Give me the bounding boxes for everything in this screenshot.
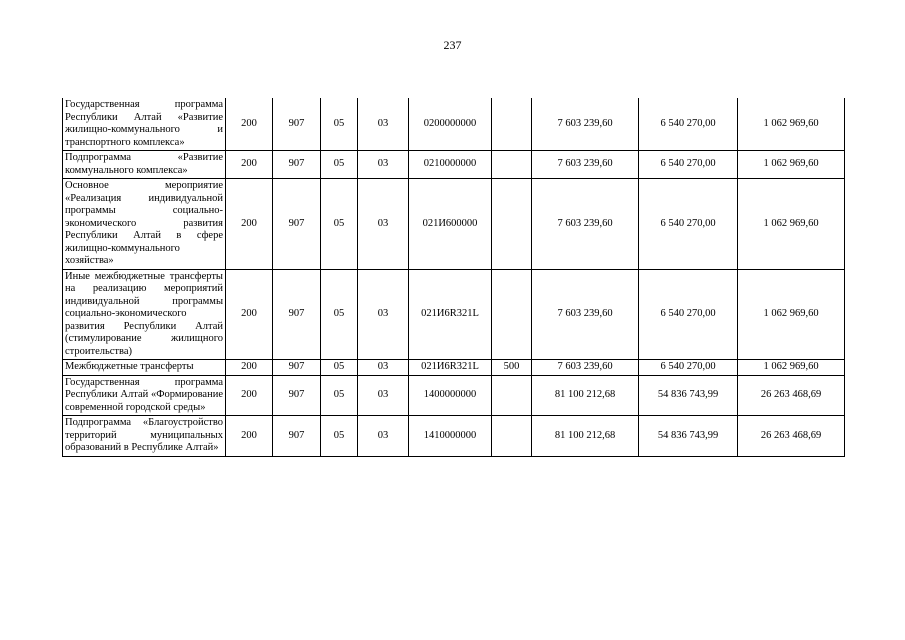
total-amount: 7 603 239,60 xyxy=(532,179,639,270)
row-name: Государственная программа Республики Алтай «Развитие жилищно-коммунального и транспортного комплекса» xyxy=(63,98,226,151)
table-row xyxy=(63,269,845,360)
table-row xyxy=(63,416,845,457)
amount-2: 6 540 270,00 xyxy=(639,151,738,179)
total-amount: 81 100 212,68 xyxy=(532,416,639,457)
amount-3: 26 263 468,69 xyxy=(738,416,845,457)
subsection-code: 03 xyxy=(358,375,409,416)
table-row xyxy=(63,360,845,376)
target-article-code: 0200000000 xyxy=(409,98,492,151)
budget-table xyxy=(62,98,845,457)
admin-code: 907 xyxy=(273,360,321,376)
row-name: Государственная программа Республики Алтай «Формирование современной городской среды» xyxy=(63,375,226,416)
table-row xyxy=(63,179,845,270)
total-amount: 7 603 239,60 xyxy=(532,98,639,151)
amount-2: 54 836 743,99 xyxy=(639,375,738,416)
section-code: 05 xyxy=(321,179,358,270)
target-article-code: 1410000000 xyxy=(409,416,492,457)
expense-type-code xyxy=(492,179,532,270)
section-code: 05 xyxy=(321,98,358,151)
total-amount: 81 100 212,68 xyxy=(532,375,639,416)
admin-code: 907 xyxy=(273,269,321,360)
ministry-code: 200 xyxy=(226,375,273,416)
row-name: Иные межбюджетные трансферты на реализацию мероприятий индивидуальной программы социально-экономического развития Республики Алтай (стимулирование жилищного строительства) xyxy=(63,269,226,360)
admin-code: 907 xyxy=(273,375,321,416)
table-row xyxy=(63,375,845,416)
section-code: 05 xyxy=(321,416,358,457)
amount-2: 6 540 270,00 xyxy=(639,360,738,376)
admin-code: 907 xyxy=(273,416,321,457)
row-name: Подпрограмма «Развитие коммунального комплекса» xyxy=(63,151,226,179)
expense-type-code xyxy=(492,98,532,151)
expense-type-code xyxy=(492,151,532,179)
expense-type-code xyxy=(492,416,532,457)
ministry-code: 200 xyxy=(226,179,273,270)
total-amount: 7 603 239,60 xyxy=(532,360,639,376)
amount-2: 6 540 270,00 xyxy=(639,269,738,360)
target-article-code: 0210000000 xyxy=(409,151,492,179)
ministry-code: 200 xyxy=(226,269,273,360)
total-amount: 7 603 239,60 xyxy=(532,151,639,179)
expense-type-code xyxy=(492,269,532,360)
row-name: Подпрограмма «Благоустройство территорий муниципальных образований в Республике Алтай» xyxy=(63,416,226,457)
target-article-code: 021И6R321L xyxy=(409,360,492,376)
amount-3: 1 062 969,60 xyxy=(738,98,845,151)
subsection-code: 03 xyxy=(358,98,409,151)
subsection-code: 03 xyxy=(358,151,409,179)
ministry-code: 200 xyxy=(226,360,273,376)
amount-3: 1 062 969,60 xyxy=(738,269,845,360)
amount-3: 1 062 969,60 xyxy=(738,360,845,376)
amount-3: 26 263 468,69 xyxy=(738,375,845,416)
amount-3: 1 062 969,60 xyxy=(738,151,845,179)
section-code: 05 xyxy=(321,151,358,179)
ministry-code: 200 xyxy=(226,98,273,151)
table-row xyxy=(63,151,845,179)
expense-type-code: 500 xyxy=(492,360,532,376)
target-article-code: 1400000000 xyxy=(409,375,492,416)
section-code: 05 xyxy=(321,360,358,376)
admin-code: 907 xyxy=(273,98,321,151)
expense-type-code xyxy=(492,375,532,416)
target-article-code: 021И6R321L xyxy=(409,269,492,360)
row-name: Межбюджетные трансферты xyxy=(63,360,226,376)
subsection-code: 03 xyxy=(358,179,409,270)
row-name: Основное мероприятие «Реализация индивидуальной программы социально-экономического развития Республики Алтай в сфере жилищно-коммунального хозяйства» xyxy=(63,179,226,270)
table-row xyxy=(63,98,845,151)
amount-2: 54 836 743,99 xyxy=(639,416,738,457)
amount-3: 1 062 969,60 xyxy=(738,179,845,270)
section-code: 05 xyxy=(321,375,358,416)
total-amount: 7 603 239,60 xyxy=(532,269,639,360)
admin-code: 907 xyxy=(273,179,321,270)
page-number: 237 xyxy=(443,38,462,52)
ministry-code: 200 xyxy=(226,416,273,457)
amount-2: 6 540 270,00 xyxy=(639,179,738,270)
amount-2: 6 540 270,00 xyxy=(639,98,738,151)
subsection-code: 03 xyxy=(358,360,409,376)
subsection-code: 03 xyxy=(358,416,409,457)
section-code: 05 xyxy=(321,269,358,360)
ministry-code: 200 xyxy=(226,151,273,179)
admin-code: 907 xyxy=(273,151,321,179)
subsection-code: 03 xyxy=(358,269,409,360)
target-article-code: 021И600000 xyxy=(409,179,492,270)
